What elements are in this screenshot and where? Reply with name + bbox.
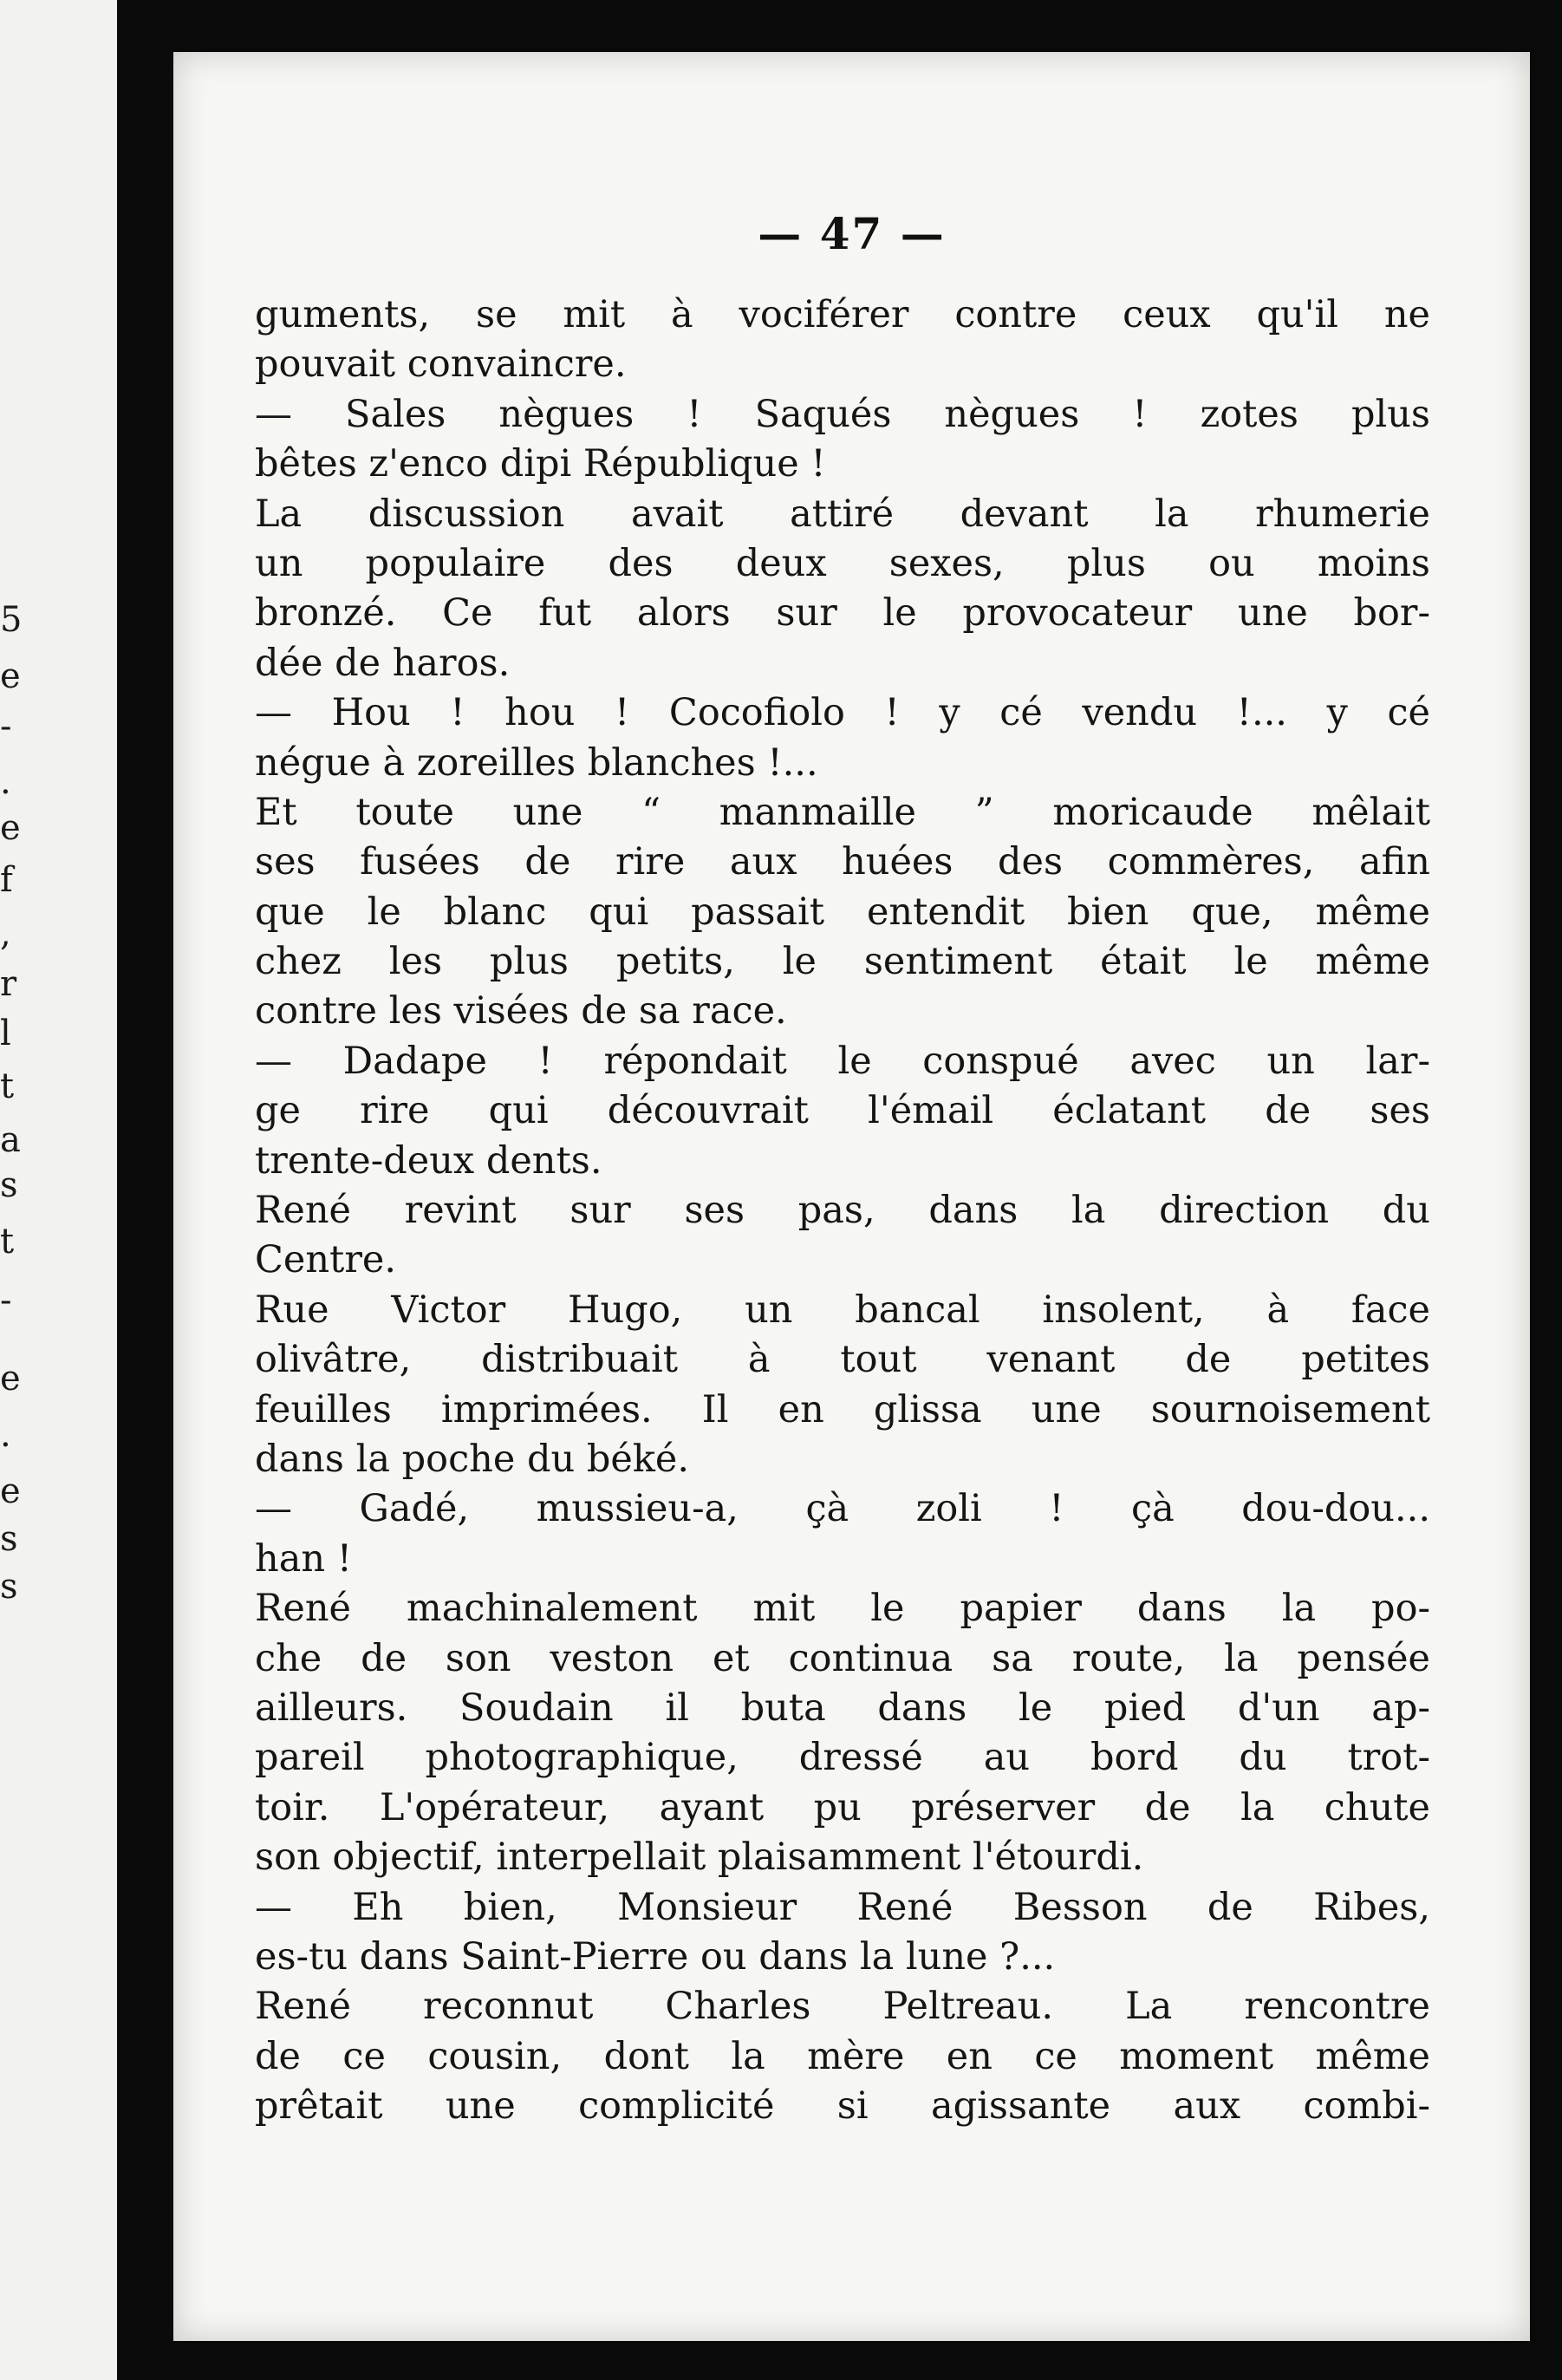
adjacent-page-letter: .: [0, 1415, 11, 1455]
text-line: René machinalement mit le papier dans la po-: [255, 1587, 1430, 1631]
text-line: — Gadé, mussieu-a, çà zoli ! çà dou-dou...: [255, 1487, 1430, 1531]
adjacent-page-fragment: [0, 0, 117, 2380]
text-line: guments, se mit à vociférer contre ceux qu'il ne: [255, 293, 1430, 336]
text-line: che de son veston et continua sa route, la pensée: [255, 1636, 1430, 1680]
adjacent-page-letter: e: [0, 656, 21, 696]
text-line: La discussion avait attiré devant la rhumerie: [255, 492, 1430, 536]
adjacent-page-letter: -: [0, 707, 12, 747]
text-line: ses fusées de rire aux huées des commères, afin: [255, 840, 1430, 884]
text-line: ge rire qui découvrait l'émail éclatant de ses: [255, 1089, 1430, 1133]
text-line: Rue Victor Hugo, un bancal insolent, à face: [255, 1288, 1430, 1332]
text-line: feuilles imprimées. Il en glissa une sournoisement: [255, 1387, 1430, 1431]
book-spine: [117, 0, 173, 2380]
adjacent-page-letter: -: [0, 1281, 12, 1320]
adjacent-page-letter: 5: [0, 600, 23, 640]
text-line: dans la poche du béké.: [255, 1437, 689, 1481]
adjacent-page-letter: s: [0, 1567, 18, 1607]
adjacent-page-letter: t: [0, 1066, 15, 1106]
text-line: — Sales nègues ! Saqués nègues ! zotes plus: [255, 392, 1430, 436]
text-line: son objectif, interpellait plaisamment l'étourdi.: [255, 1836, 1144, 1880]
text-line: René reconnut Charles Peltreau. La rencontre: [255, 1985, 1430, 2029]
adjacent-page-letter: e: [0, 808, 21, 848]
adjacent-page-letter: s: [0, 1519, 18, 1559]
text-line: toir. L'opérateur, ayant pu préserver de la chute: [255, 1785, 1430, 1829]
page-number: — 47 —: [758, 208, 946, 259]
adjacent-page-letter: s: [0, 1165, 18, 1205]
adjacent-page-letter: e: [0, 1359, 21, 1399]
text-line: Centre.: [255, 1238, 396, 1282]
text-line: de ce cousin, dont la mère en ce moment même: [255, 2034, 1430, 2078]
text-line: es-tu dans Saint-Pierre ou dans la lune ?...: [255, 1934, 1056, 1979]
text-line: pareil photographique, dressé au bord du trot-: [255, 1736, 1430, 1780]
adjacent-page-letter: f: [0, 860, 13, 900]
text-line: Et toute une “ manmaille ” moricaude mêlait: [255, 790, 1430, 834]
adjacent-page-letter: a: [0, 1120, 21, 1160]
adjacent-page-letter: ,: [0, 914, 11, 954]
adjacent-page-letter: t: [0, 1222, 15, 1262]
text-line: — Eh bien, Monsieur René Besson de Ribes,: [255, 1885, 1430, 1929]
text-line: trente-deux dents.: [255, 1138, 602, 1183]
text-line: prêtait une complicité si agissante aux combi-: [255, 2084, 1430, 2129]
text-line: bêtes z'enco dipi République !: [255, 442, 826, 486]
text-line: — Hou ! hou ! Cocofiolo ! y cé vendu !... y cé: [255, 691, 1430, 735]
adjacent-page-letter: l: [0, 1014, 11, 1053]
text-line: han !: [255, 1536, 352, 1581]
text-line: René revint sur ses pas, dans la direction du: [255, 1189, 1430, 1233]
text-line: négue à zoreilles blanches !...: [255, 740, 818, 785]
text-line: pouvait convaincre.: [255, 342, 627, 387]
page-text: [255, 290, 1430, 2131]
text-line: chez les plus petits, le sentiment était le même: [255, 940, 1430, 984]
text-line: un populaire des deux sexes, plus ou moins: [255, 541, 1430, 585]
text-line: que le blanc qui passait entendit bien que, même: [255, 890, 1430, 934]
adjacent-page-letter: r: [0, 964, 17, 1004]
text-line: ailleurs. Soudain il buta dans le pied d'un ap-: [255, 1686, 1430, 1730]
text-line: contre les visées de sa race.: [255, 989, 787, 1034]
book-page: [173, 52, 1530, 2341]
text-line: — Dadape ! répondait le conspué avec un lar-: [255, 1039, 1430, 1083]
adjacent-page-letter: e: [0, 1471, 21, 1511]
adjacent-page-letter: .: [0, 762, 11, 802]
text-line: olivâtre, distribuait à tout venant de petites: [255, 1338, 1430, 1382]
text-line: dée de haros.: [255, 641, 511, 685]
text-line: bronzé. Ce fut alors sur le provocateur une bor-: [255, 591, 1430, 636]
